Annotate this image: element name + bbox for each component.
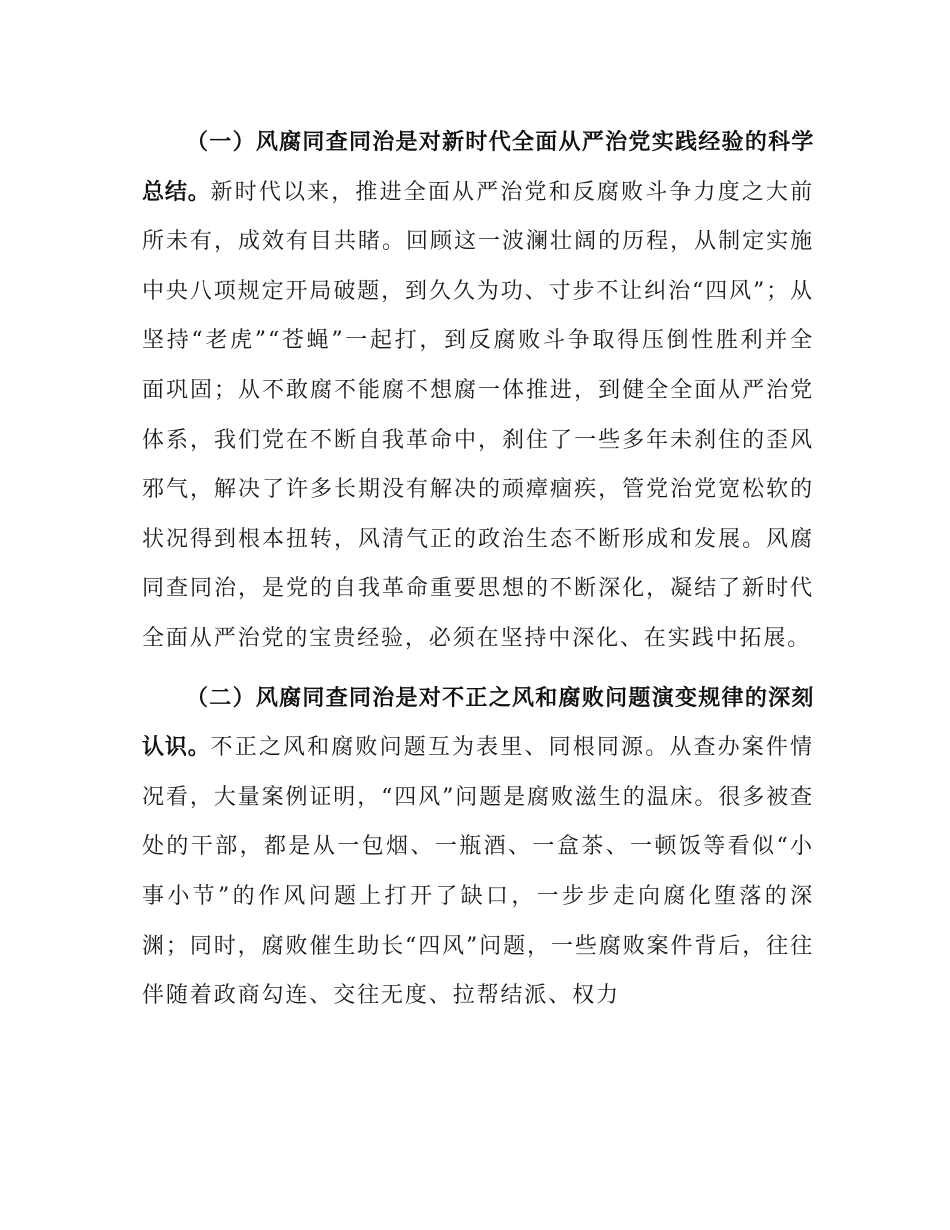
paragraph-1-text: 新时代以来，推进全面从严治党和反腐败斗争力度之大前所未有，成效有目共睹。回顾这一波澜壮阔的历程，从制定实施中央八项规定开局破题，到久久为功、寸步不让纠治“四风”；从坚持“老虎”“苍蝇”一起打，到反腐败斗争取得压倒性胜利并全面巩固；从不敢腐不能腐不想腐一体推进，到健全全面从严治党体系，我们党在不断自我革命中，刹住了一些多年未刹住的歪风邪气，解决了许多长期没有解决的顽瘴痼疾，管党治党宽松软的状况得到根本扭转，风清气正的政治生态不断形成和发展。风腐同查同治，是党的自我革命重要思想的不断深化，凝结了新时代全面从严治党的宝贵经验，必须在坚持中深化、在实践中拓展。 [142,179,814,651]
paragraph-1 [142,118,814,664]
paragraph-2-heading: （二）风腐同查同治是对不正之风和腐败问题演变规律的深刻认识。 [142,685,814,761]
document-body [142,118,814,1021]
paragraph-2 [142,674,814,1021]
paragraph-2-text: 不正之风和腐败问题互为表里、同根同源。从查办案件情况看，大量案例证明，“四风”问题是腐败滋生的温床。很多被查处的干部，都是从一包烟、一瓶酒、一盒茶、一顿饭等看似“小事小节”的作风问题上打开了缺口，一步步走向腐化堕落的深渊；同时，腐败催生助长“四风”问题，一些腐败案件背后，往往伴随着政商勾连、交往无度、拉帮结派、权力 [142,735,814,1009]
paragraph-1-heading: （一）风腐同查同治是对新时代全面从严治党实践经验的科学总结。 [142,130,814,205]
